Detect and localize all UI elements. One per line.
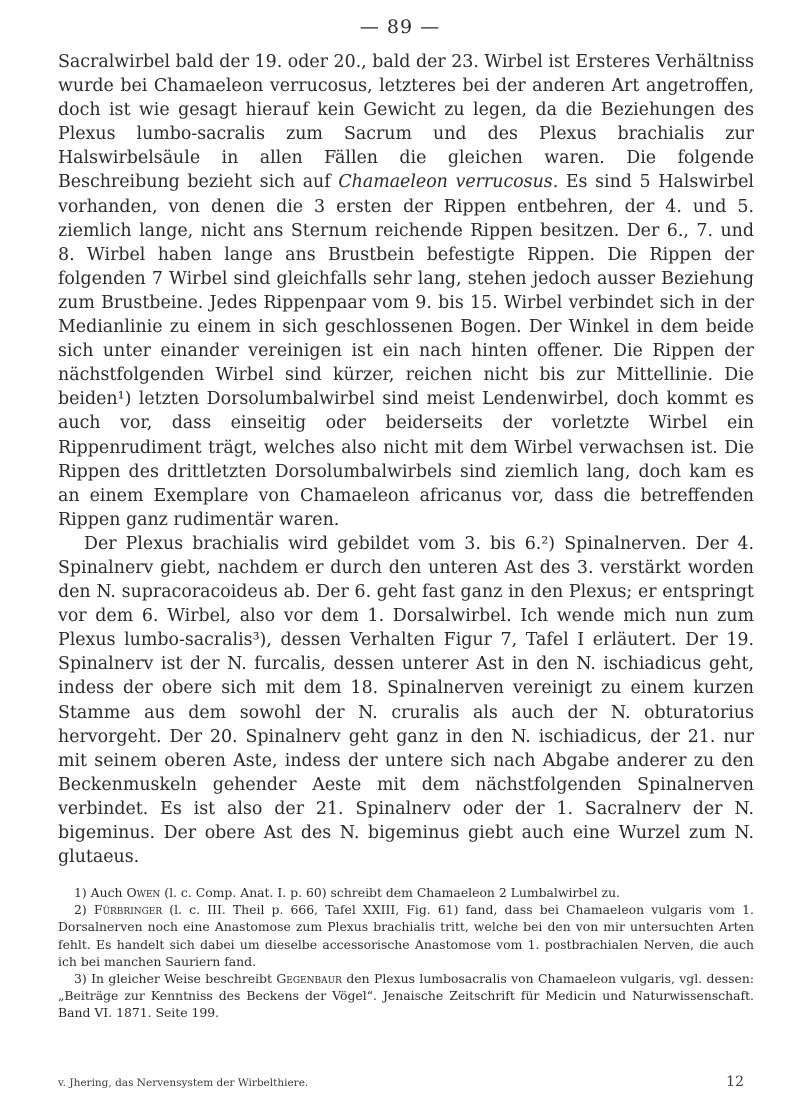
footnote-2-marker: 2) [74,902,94,918]
signature-mark: 12 [726,1074,744,1090]
species-name-italic: Chamaeleon verrucosus. [338,172,559,193]
page-number: — 89 — [359,16,441,38]
footnotes [58,884,754,1022]
paragraph-1 [58,50,754,532]
footnote-2 [58,901,754,970]
body-text [58,50,754,869]
footer-source: v. Jhering, das Nervensystem der Wirbelthiere. [58,1077,309,1089]
footer [58,1074,754,1090]
paragraph-1-text-continued: Es sind 5 Halswirbel vorhanden, von denen die 3 ersten der Rippen entbehren, der 4. und 5. ziemlich lange, nicht ans Sternum reichende Rippen besitzen. Der 6., 7. und 8. Wirbel haben lange ans Brustbein befestigte Rippen. Die Rippen der folgenden 7 Wirbel sind gleichfalls sehr lang, stehen jedoch ausser Beziehung zum Brustbeine. Jedes Rippenpaar vom 9. bis 15. Wirbel verbindet sich in der Medianlinie zu einem in sich geschlossenen Bogen. Der Winkel in dem beide sich unter einander vereinigen ist ein nach hinten offener. Die Rippen der nächstfolgenden Wirbel sind kürzer, reichen nicht bis zur Mittellinie. Die beiden¹) letzten Dorsolumbalwirbel sind meist Lendenwirbel, doch kommt es auch vor, dass einseitig oder beiderseits der vorletzte Wirbel ein Rippenrudiment trägt, welches also nicht mit dem Wirbel verwachsen ist. Die Rippen des drittletzten Dorsolumbalwirbels sind ziemlich lang, doch kam es an einem Exemplare von Chamaeleon africanus vor, dass die betreffenden Rippen ganz rudimentär waren. [58,172,754,530]
footnote-1-author: Owen [126,885,161,900]
footnote-1-text: (l. c. Comp. Anat. I. p. 60) schreibt dem Chamaeleon 2 Lumbalwirbel zu. [160,885,620,900]
footnote-3-author: Gegenbaur [276,971,342,987]
footnote-3-text: den Plexus lumbosacralis von Chamaeleon vulgaris, vgl. dessen: „Beiträge zur Kenntniss des Beckens der Vögel“. Jenaische Zeitschrift für Medicin und Naturwissenschaft. Band VI. 1871. Seite 199. [58,971,754,1021]
footnote-3 [58,970,754,1022]
footnote-3-marker: 3) In gleicher Weise beschreibt [74,971,277,987]
footnote-2-text: (l. c. III. Theil p. 666, Tafel XXIII, Fig. 61) fand, dass bei Chamaeleon vulgaris vom 1. Dorsalnerven noch eine Anastomose zum Plexus brachialis tritt, welche bei den von mir untersuchten Arten fehlt. Es handelt sich dabei um dieselbe accessorische Anastomose vom 1. postbrachialen Nerven, die auch ich bei manchen Sauriern fand. [58,902,754,969]
footnote-2-author: Fürbringer [93,902,163,918]
paragraph-2: Der Plexus brachialis wird gebildet vom 3. bis 6.²) Spinalnerven. Der 4. Spinalnerv giebt, nachdem er durch den unteren Ast des 3. verstärkt worden den N. supracoracoideus ab. Der 6. geht fast ganz in den Plexus; er entspringt vor dem 6. Wirbel, also vor dem 1. Dorsalwirbel. Ich wende mich nun zum Plexus lumbo-sacralis³), dessen Verhalten Figur 7, Tafel I erläutert. Der 19. Spinalnerv ist der N. furcalis, dessen unterer Ast in den N. ischiadicus geht, indess der obere sich mit dem 18. Spinalnerven vereinigt zu einem kurzen Stamme aus dem sowohl der N. cruralis als auch der N. obturatorius hervorgeht. Der 20. Spinalnerv geht ganz in den N. ischiadicus, der 21. nur mit seinem oberen Aste, indess der untere sich nach Abgabe anderer zu den Beckenmuskeln gehender Aeste mit dem nächstfolgenden Spinalnerven verbindet. Es ist also der 21. Spinalnerv oder der 1. Sacralnerv der N. bigeminus. Der obere Ast des N. bigeminus giebt auch eine Wurzel zum N. glutaeus. [58,533,754,868]
footnote-1 [58,884,754,901]
paragraph-1-text: Sacralwirbel bald der 19. oder 20., bald der 23. Wirbel ist Ersteres Verhältniss wurde bei Chamaeleon verrucosus, letzteres bei der anderen Art angetroffen, doch ist wie gesagt hierauf kein Gewicht zu legen, da die Beziehungen des Plexus lumbo-sacralis zum Sacrum und des Plexus brachialis zur Halswirbelsäule in allen Fällen die gleichen waren. Die folgende Beschreibung bezieht sich auf [58,52,754,193]
footnote-1-marker: 1) Auch [74,885,127,900]
